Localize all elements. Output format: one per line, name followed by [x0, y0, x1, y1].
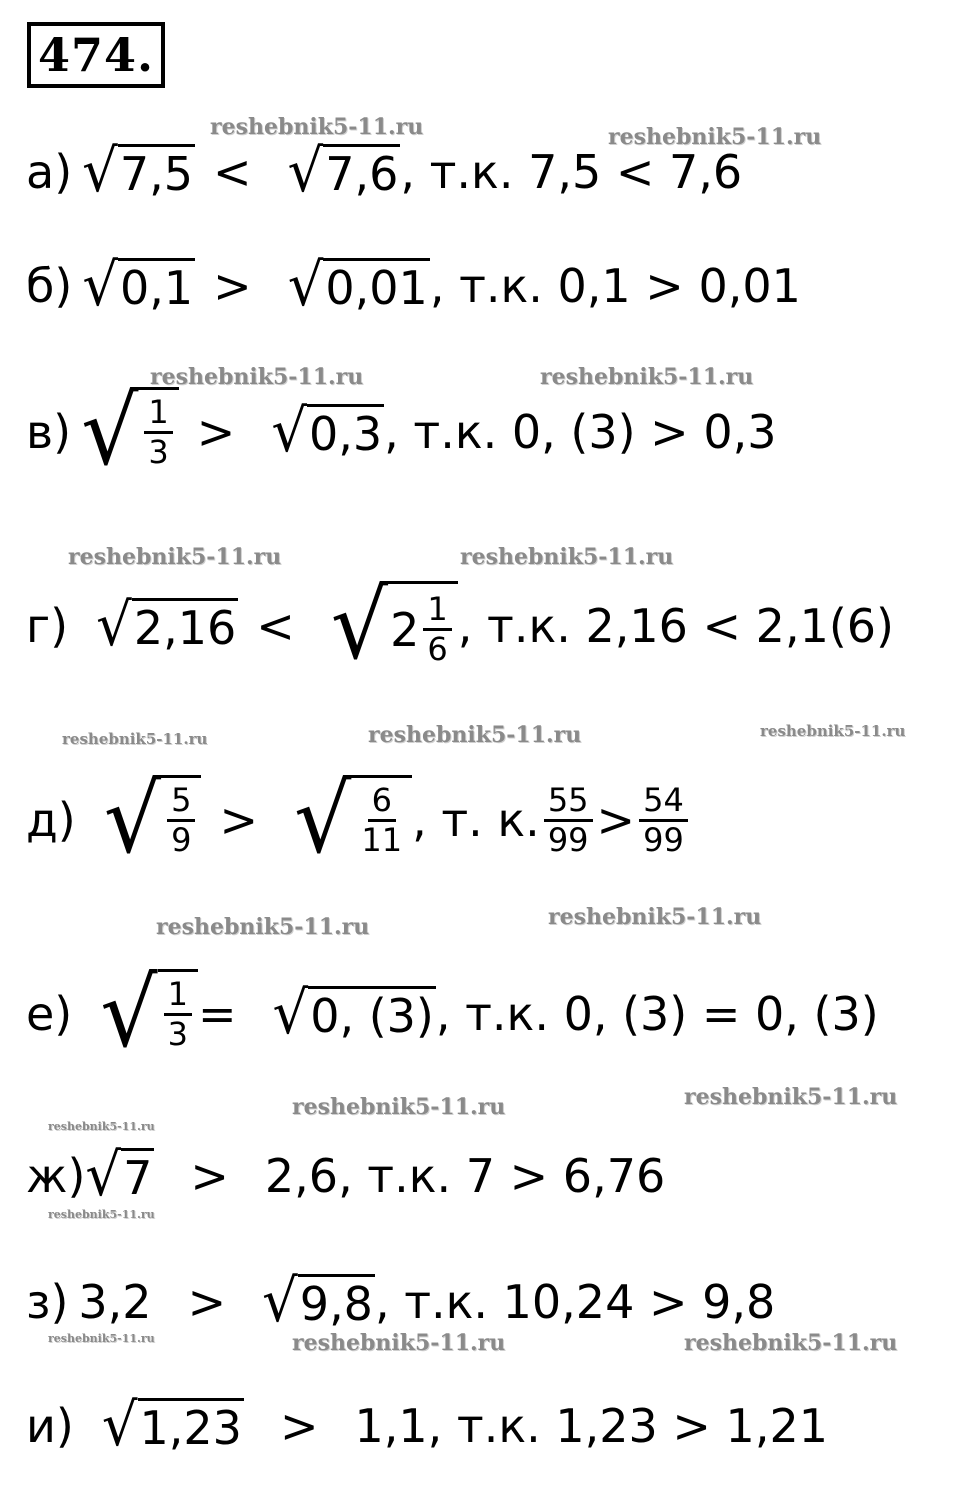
fraction: $\frac{1}{3}$ [164, 976, 192, 1053]
sqrt: √ 2 $\frac{1}{6}$ [331, 581, 458, 671]
item-e [26, 954, 879, 1074]
sqrt: √ $\frac{6}{11}$ [294, 775, 412, 865]
fraction: $\frac{1}{6}$ [423, 591, 451, 668]
reason: , т.к. 0,1 > 0,01 [429, 259, 801, 313]
item-label: и) [26, 1399, 74, 1453]
watermark: reshebnik5-11.ru [368, 722, 582, 748]
reason: , т.к. 2,16 < 2,1(6) [457, 599, 894, 653]
operator: < [256, 599, 295, 653]
item-label: д) [26, 793, 76, 847]
operator: > [596, 793, 636, 847]
value: 2,6 [264, 1149, 339, 1203]
reason-prefix: , т. к. [412, 793, 540, 847]
item-label: з) [26, 1275, 69, 1329]
watermark: reshebnik5-11.ru [68, 544, 282, 570]
sqrt: √ $\frac{1}{3}$ [81, 387, 179, 477]
operator: < [212, 145, 252, 199]
watermark: reshebnik5-11.ru [540, 364, 754, 390]
watermark: reshebnik5-11.ru [48, 1332, 155, 1345]
sqrt: √ 7 [85, 1141, 153, 1210]
watermark: reshebnik5-11.ru [210, 114, 424, 140]
sqrt: √ $\frac{5}{9}$ [104, 775, 202, 865]
watermark: reshebnik5-11.ru [62, 730, 208, 748]
fraction: $\frac{1}{3}$ [144, 394, 172, 471]
reason: , т.к. 1,23 > 1,21 [427, 1399, 828, 1453]
watermark: reshebnik5-11.ru [292, 1330, 506, 1356]
sqrt: √ 7,6 [287, 137, 399, 206]
operator: > [279, 1399, 319, 1453]
item-label: а) [26, 145, 73, 199]
item-label: г) [26, 599, 69, 653]
item-b [26, 226, 801, 346]
operator: > [196, 405, 236, 459]
reason: , т.к. 0, (3) > 0,3 [384, 405, 777, 459]
watermark: reshebnik5-11.ru [292, 1094, 506, 1120]
reason: , т.к. 10,24 > 9,8 [374, 1275, 776, 1329]
item-d [26, 760, 692, 880]
watermark: reshebnik5-11.ru [48, 1208, 155, 1221]
sqrt: √ 0,01 [287, 251, 428, 320]
watermark: reshebnik5-11.ru [684, 1084, 898, 1110]
sqrt: √ 0,3 [271, 397, 383, 466]
fraction: $\frac{55}{99}$ [544, 782, 593, 859]
fraction: $\frac{6}{11}$ [361, 781, 403, 859]
sqrt: √ 0, (3) [272, 979, 434, 1048]
watermark: reshebnik5-11.ru [548, 904, 762, 930]
operator: > [219, 793, 259, 847]
item-a [26, 112, 742, 232]
watermark: reshebnik5-11.ru [48, 1120, 155, 1133]
sqrt: √ $\frac{1}{3}$ [100, 969, 198, 1059]
reason: , т.к. 0, (3) = 0, (3) [435, 987, 879, 1041]
fraction: $\frac{5}{9}$ [167, 782, 195, 859]
watermark: reshebnik5-11.ru [156, 914, 370, 940]
operator: > [190, 1149, 229, 1203]
value: 1,1 [354, 1399, 428, 1453]
item-label: в) [26, 405, 72, 459]
reason: , т.к. 7,5 < 7,6 [400, 145, 743, 199]
value: 3,2 [78, 1275, 152, 1329]
sqrt: √ 0,1 [82, 251, 194, 320]
item-label: е) [26, 987, 73, 1041]
sqrt: √ 2,16 [96, 591, 237, 660]
item-z [26, 1242, 775, 1362]
item-label: б) [26, 259, 73, 313]
item-label: ж) [26, 1149, 86, 1203]
operator: = [197, 987, 237, 1041]
operator: > [213, 259, 252, 313]
problem-number: 474. [27, 22, 165, 88]
sqrt: √ 7,5 [82, 137, 193, 206]
item-i [26, 1366, 828, 1486]
watermark: reshebnik5-11.ru [760, 722, 906, 740]
watermark: reshebnik5-11.ru [608, 124, 822, 150]
operator: > [187, 1275, 227, 1329]
watermark: reshebnik5-11.ru [460, 544, 674, 570]
fraction: $\frac{54}{99}$ [639, 782, 688, 859]
item-zh [26, 1116, 665, 1236]
watermark: reshebnik5-11.ru [684, 1330, 898, 1356]
sqrt: √ 1,23 [101, 1391, 242, 1460]
watermark: reshebnik5-11.ru [150, 364, 364, 390]
reason: , т.к. 7 > 6,76 [338, 1149, 666, 1203]
sqrt: √ 9,8 [262, 1267, 373, 1336]
item-g [26, 566, 894, 686]
item-v [26, 372, 776, 492]
